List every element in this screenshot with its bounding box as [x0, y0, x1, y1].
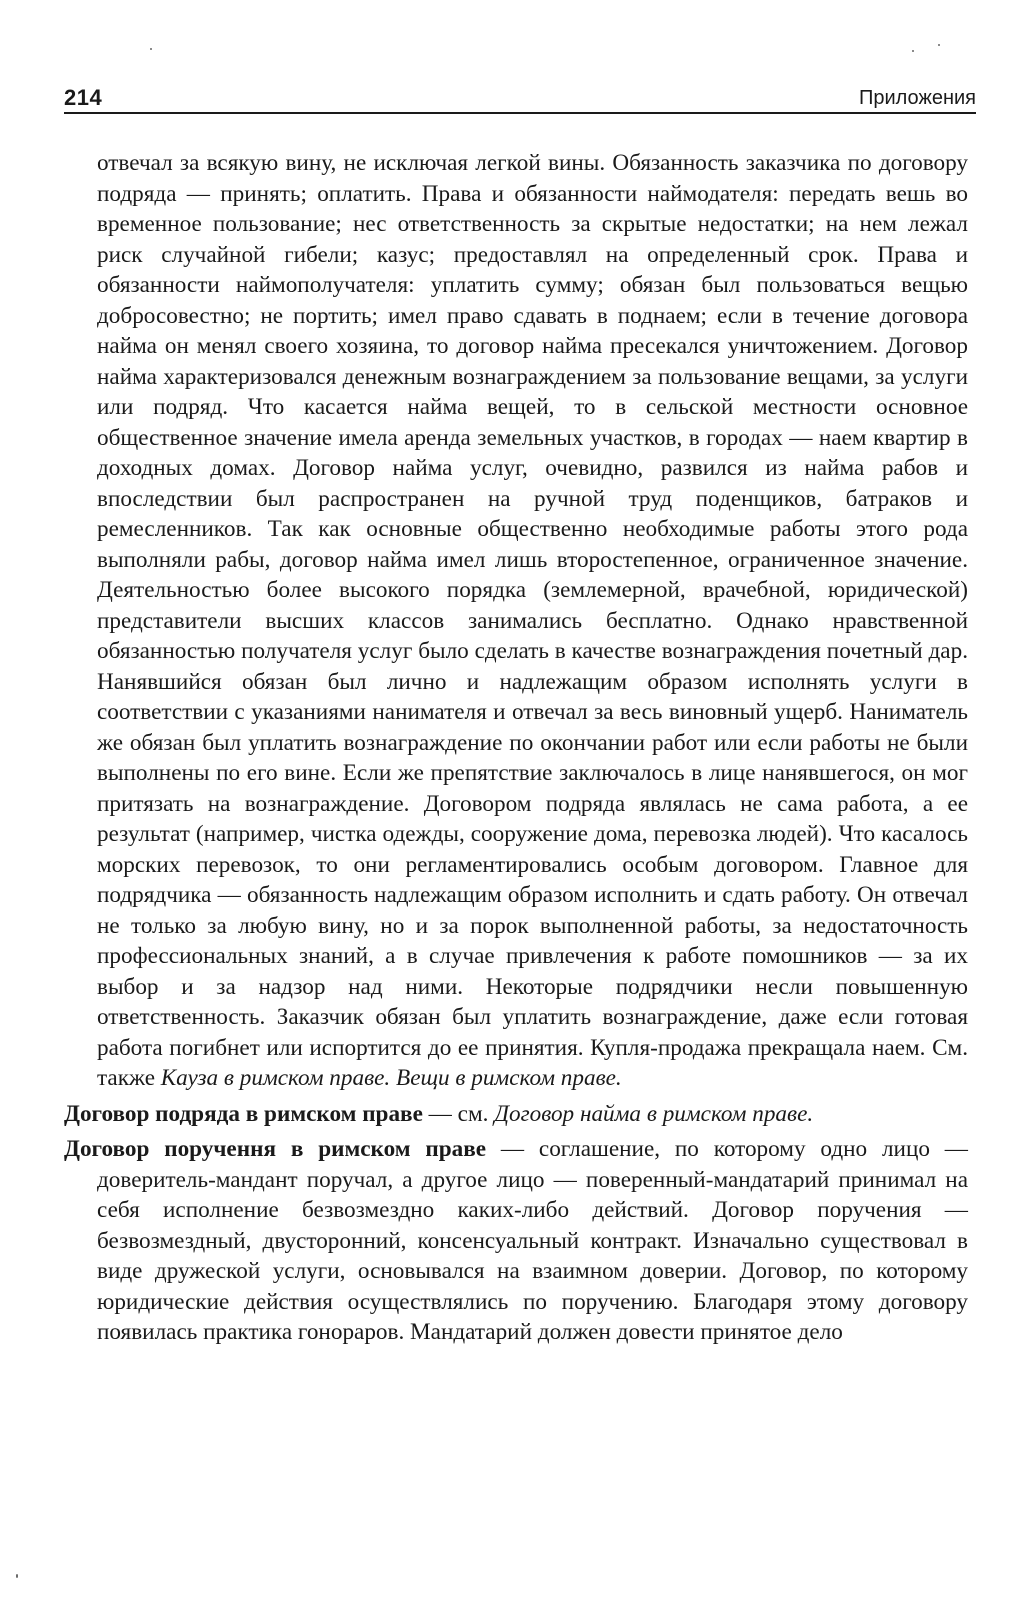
cross-reference: Договор найма в римском праве. — [494, 1100, 814, 1127]
page-header — [64, 82, 976, 114]
entry-text: отвечал за всякую вину, не исключая легкой вины. Обязанность заказчика по договору подряда — принять; оплатить. Права и обязанности наймодателя: передать вешь во временное пользование; нес ответственность за скрытые недостатки; на нем лежал риск случайной гибели; казус; предоставлял на определенный срок. Права и обязанности наймополучателя: уплатить сумму; обязан был пользоваться вещью добросовестно; не портить; имел право сдавать в поднаем; если в течение договора найма он менял своего хозяина, то договор найма пресекался уничтожением. Договор найма характеризовался денежным вознаграждением за пользование вещами, за услуги или подряд. Что касается найма вещей, то в сельской местности основное общественное значение имела аренда земельных участков, в городах — наем квартир в доходных домах. Договор найма услуг, очевидно, развился из найма рабов и впоследствии был распространен на ручной труд поденщиков, батраков и ремесленников. Так как основные общественно необходимые работы этого рода выполняли рабы, договор найма имел лишь второстепенное, ограниченное значение. Деятельностью более высокого порядка (землемерной, врачебной, юридической) представители высших классов занимались бесплатно. Однако нравственной обязанностью получателя услуг было сделать в качестве вознаграждения почетный дар. Нанявшийся обязан был лично и надлежащим образом исполнять услуги в соответствии с указаниями нанимателя и отвечал за весь виновный ущерб. Наниматель же обязан был уплатить вознаграждение по окончании работ или если работы не были выполнены по его вине. Если же препятствие заключалось в лице нанявшегося, он мог притязать на вознаграждение. Договором подряда являлась не сама работа, а ее результат (например, чистка одежды, сооружение дома, перевозка людей). Что касалось морских перевозок, то они регламентировались особым договором. Главное для подрядчика — обязанность надлежащим образом исполнить и сдать работу. Он отвечал не только за любую вину, но и за порок выполненной работы, за недостаточность профессиональных знаний, а в случае привлечения к работе помошников — за их выбор и за надзор над ними. Некоторые подрядчики несли повышенную ответственность. Заказчик обязан был уплатить вознаграждение, даже если готовая работа погибнет или испортится до ее принятия. Купля-продажа прекращала наем. См. также — [97, 150, 968, 1091]
page-body — [64, 148, 968, 1348]
entry-continuation — [64, 148, 968, 1094]
entry-text: — см. — [422, 1100, 495, 1127]
scan-speck — [912, 50, 914, 52]
cross-reference: Кауза в римском праве. Вещи в римском праве. — [160, 1065, 622, 1091]
scan-speck — [150, 48, 152, 50]
page-number: 214 — [64, 85, 103, 110]
scan-speck — [938, 44, 940, 46]
section-title: Приложения — [858, 87, 976, 109]
entry-headword: Договор поручення в римском праве — [64, 1136, 487, 1162]
entry-contract-work — [64, 1099, 968, 1130]
entry-mandate — [64, 1134, 968, 1348]
scan-speck — [16, 1574, 18, 1578]
entry-headword: Договор подряда в римском праве — [64, 1100, 423, 1127]
entry-text: — соглашение, по которому одно лицо — доверитель-мандант поручал, а другое лицо — поверенный-мандатарий принимал на себя исполнение безвозмездно каких-либо действий. Договор поручения — безвозмездный, двусторонний, консенсуальный контракт. Изначально существовал в виде дружеской услуги, основывался на взаимном доверии. Договор, по которому юридические действия осуществлялись по поручению. Благодаря этому договору появилась практика гонораров. Мандатарий должен довести принятое дело — [97, 1136, 968, 1345]
